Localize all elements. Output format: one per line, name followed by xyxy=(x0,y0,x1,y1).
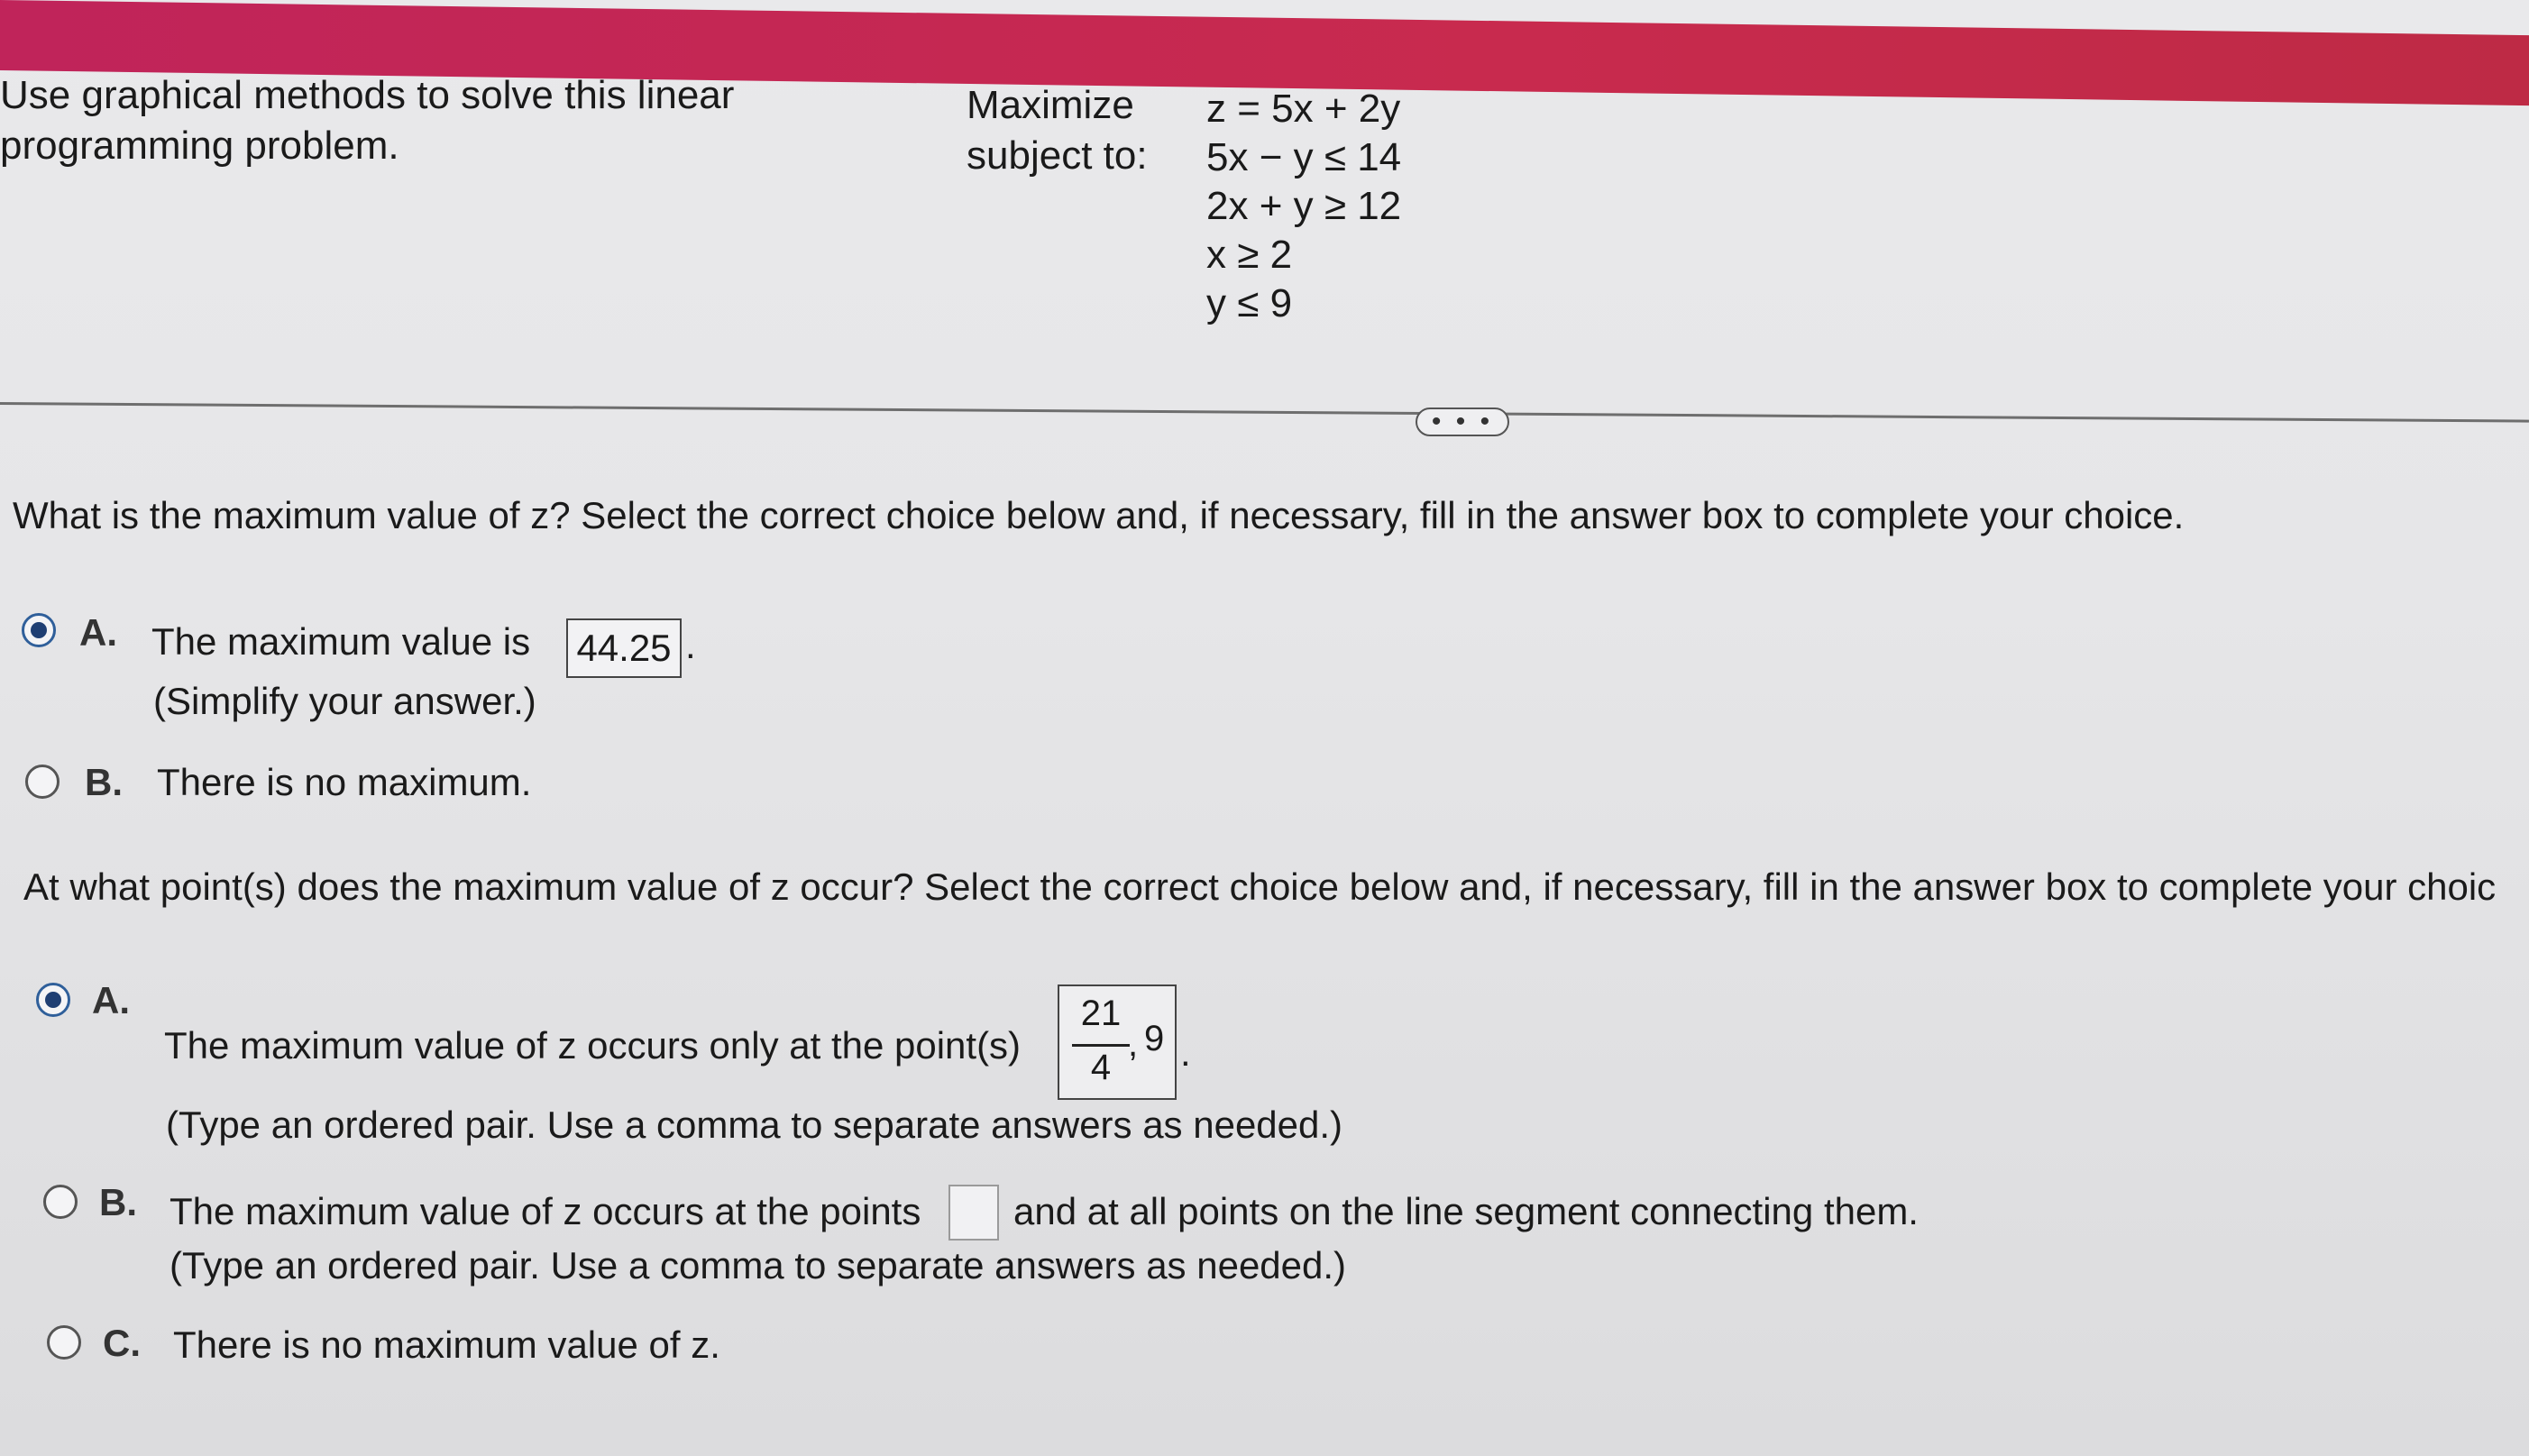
constraint-4: y ≤ 9 xyxy=(1206,281,1293,325)
q2-option-b-text-after: and at all points on the line segment connecting them. xyxy=(1013,1190,1919,1232)
q1-option-b-radio[interactable] xyxy=(25,765,60,799)
problem-instructions xyxy=(0,70,734,171)
constraint-3: x ≥ 2 xyxy=(1206,233,1293,277)
section-divider xyxy=(0,402,2529,423)
q2-option-a-hint: (Type an ordered pair. Use a comma to separate answers as needed.) xyxy=(166,1103,1343,1146)
q2-option-a-radio[interactable] xyxy=(36,983,70,1017)
q1-option-b-letter: B. xyxy=(85,761,123,803)
answer-x-numerator: 21 xyxy=(1080,994,1122,1033)
answer-y-value: 9 xyxy=(1144,1019,1165,1058)
q2-option-c-letter: C. xyxy=(103,1322,141,1364)
constraint-1: 5x − y ≤ 14 xyxy=(1206,135,1402,179)
q2-option-a-text: The maximum value of z occurs only at the point(s) xyxy=(164,1024,1022,1067)
instructions-line-1: Use graphical methods to solve this linear xyxy=(0,73,735,117)
constraint-2: 2x + y ≥ 12 xyxy=(1206,184,1402,228)
q1-option-a-radio[interactable] xyxy=(22,613,56,647)
q2-option-b-radio[interactable] xyxy=(43,1185,78,1219)
q2-answer-period: . xyxy=(1180,1031,1191,1074)
q1-option-a-letter: A. xyxy=(79,611,117,654)
answer-comma: , xyxy=(1128,1024,1139,1064)
q1-option-a-text: The maximum value is xyxy=(151,620,531,663)
q2-option-b-answer-box[interactable] xyxy=(948,1185,999,1241)
q2-option-c-radio[interactable] xyxy=(47,1325,81,1360)
q2-option-b-hint: (Type an ordered pair. Use a comma to separate answers as needed.) xyxy=(170,1244,1347,1287)
q2-answer-box[interactable] xyxy=(1058,984,1177,1100)
more-options-button[interactable]: • • • xyxy=(1416,407,1509,436)
fraction-bar xyxy=(1072,1044,1130,1047)
q2-option-b-letter: B. xyxy=(99,1181,137,1223)
q1-option-a-hint: (Simplify your answer.) xyxy=(153,680,536,722)
answer-x-denominator: 4 xyxy=(1090,1048,1112,1087)
objective-function: z = 5x + 2y xyxy=(1206,87,1401,131)
q2-option-c-text: There is no maximum value of z. xyxy=(173,1323,720,1366)
q1-answer-period: . xyxy=(685,624,696,666)
instructions-line-2: programming problem. xyxy=(0,124,399,168)
maximize-label: Maximize xyxy=(967,83,1134,127)
q2-option-b-text-before: The maximum value of z occurs at the points xyxy=(170,1190,921,1232)
q1-option-b-text: There is no maximum. xyxy=(157,761,532,803)
question-1-prompt: What is the maximum value of z? Select the correct choice below and, if necessary, fill in the answer box to complete your choice. xyxy=(13,494,2185,536)
question-2-prompt: At what point(s) does the maximum value of z occur? Select the correct choice below and, if necessary, fill in the answer box to complete your choic xyxy=(23,865,2497,908)
q1-answer-box[interactable]: 44.25 xyxy=(566,618,682,678)
subject-to-label: subject to: xyxy=(967,133,1148,178)
q2-option-a-letter: A. xyxy=(92,979,130,1021)
